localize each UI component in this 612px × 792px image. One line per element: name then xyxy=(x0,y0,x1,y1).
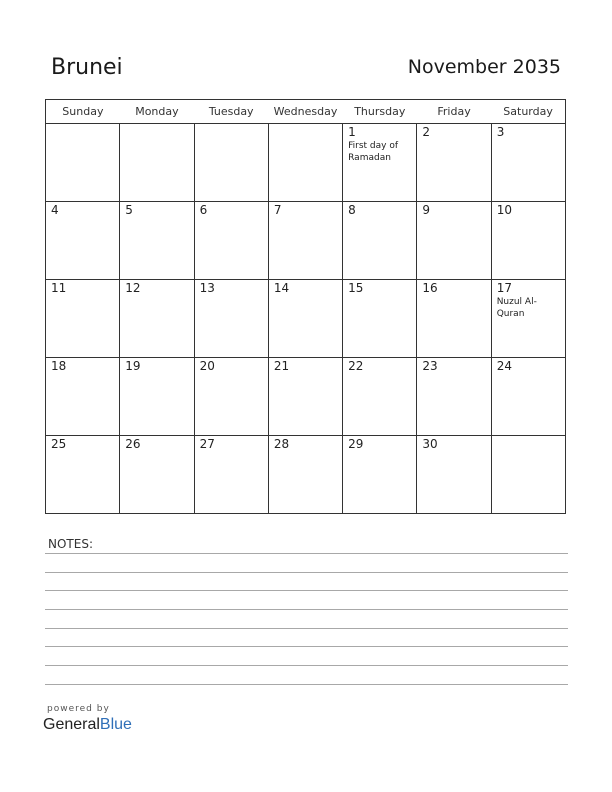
holiday-label xyxy=(343,451,416,452)
day-number: 9 xyxy=(422,203,431,217)
day-number: 5 xyxy=(125,203,133,217)
day-cell xyxy=(120,124,194,202)
holiday-label xyxy=(46,295,119,296)
holiday-label xyxy=(46,373,119,374)
holiday-label xyxy=(417,373,490,374)
day-cell xyxy=(194,358,268,436)
holiday-label xyxy=(195,295,268,296)
weekday-friday: Friday xyxy=(417,100,491,124)
day-cell xyxy=(417,436,491,514)
holiday-label xyxy=(46,217,119,218)
day-cell xyxy=(46,202,120,280)
day-cell xyxy=(268,202,342,280)
day-number: 4 xyxy=(51,203,59,217)
day-cell xyxy=(491,436,565,514)
weekday-header-row xyxy=(46,100,566,124)
day-cell xyxy=(268,124,342,202)
holiday-label xyxy=(120,217,193,218)
day-number: 10 xyxy=(496,203,512,217)
holiday-label xyxy=(120,295,193,296)
note-line xyxy=(45,590,568,591)
logo-text-general: General xyxy=(43,716,100,733)
day-cell xyxy=(46,280,120,358)
day-cell xyxy=(120,358,194,436)
holiday-label xyxy=(417,295,490,296)
holiday-label xyxy=(343,217,416,218)
note-line xyxy=(45,628,568,629)
holiday-label xyxy=(269,373,342,374)
holiday-label xyxy=(195,373,268,374)
holiday-label xyxy=(417,217,490,218)
note-line xyxy=(45,646,568,647)
note-line xyxy=(45,572,568,573)
day-number: 6 xyxy=(199,203,208,217)
day-cell xyxy=(491,358,565,436)
day-cell xyxy=(343,124,417,202)
week-row-4 xyxy=(46,358,566,436)
holiday-label xyxy=(269,126,342,127)
holiday-label xyxy=(343,373,416,374)
note-line xyxy=(45,553,568,554)
day-number: 30 xyxy=(422,437,438,451)
day-number: 25 xyxy=(51,437,67,451)
holiday-label xyxy=(269,217,342,218)
holiday-label xyxy=(120,451,193,452)
day-cell xyxy=(268,280,342,358)
holiday-label: Nuzul Al-Quran xyxy=(496,297,537,319)
holiday-label xyxy=(492,438,565,439)
day-number: 23 xyxy=(422,359,438,373)
day-cell xyxy=(268,358,342,436)
holiday-label xyxy=(417,139,490,140)
holiday-label xyxy=(492,217,565,218)
day-number: 1 xyxy=(348,125,356,139)
holiday-label: First day of Ramadan xyxy=(348,141,399,163)
day-cell xyxy=(417,358,491,436)
note-line xyxy=(45,609,568,610)
day-number: 28 xyxy=(273,437,290,451)
weekday-thursday: Thursday xyxy=(343,100,417,124)
weekday-monday: Monday xyxy=(120,100,194,124)
day-cell xyxy=(194,202,268,280)
day-number: 8 xyxy=(348,203,356,217)
week-row-2 xyxy=(46,202,566,280)
day-number: 3 xyxy=(496,125,505,139)
holiday-label xyxy=(343,295,416,296)
day-cell xyxy=(343,358,417,436)
weekday-tuesday: Tuesday xyxy=(194,100,268,124)
day-cell xyxy=(417,280,491,358)
weekday-sunday: Sunday xyxy=(46,100,120,124)
day-number: 27 xyxy=(199,437,215,451)
day-cell xyxy=(120,280,194,358)
day-number: 13 xyxy=(199,281,215,295)
day-cell xyxy=(120,202,194,280)
day-cell xyxy=(417,124,491,202)
day-number: 22 xyxy=(348,359,364,373)
week-row-5 xyxy=(46,436,566,514)
generalblue-logo xyxy=(43,716,132,734)
holiday-label xyxy=(46,451,119,452)
day-cell xyxy=(120,436,194,514)
day-cell xyxy=(343,436,417,514)
day-cell xyxy=(46,358,120,436)
holiday-label xyxy=(417,451,490,452)
day-cell xyxy=(343,280,417,358)
week-row-1 xyxy=(46,124,566,202)
calendar-grid xyxy=(45,99,566,514)
day-number: 20 xyxy=(199,359,215,373)
day-number: 14 xyxy=(273,281,290,295)
day-number: 17 xyxy=(496,281,512,295)
day-cell xyxy=(46,436,120,514)
logo-text-blue: Blue xyxy=(99,716,132,733)
day-number: 26 xyxy=(125,437,141,451)
holiday-label xyxy=(195,126,268,127)
week-row-3 xyxy=(46,280,566,358)
day-number: 12 xyxy=(125,281,141,295)
holiday-label xyxy=(269,295,342,296)
day-number: 7 xyxy=(273,203,282,217)
day-cell xyxy=(194,436,268,514)
day-number: 2 xyxy=(422,125,431,139)
day-number: 21 xyxy=(273,359,290,373)
day-cell xyxy=(194,124,268,202)
month-year-title: November 2035 xyxy=(407,56,561,78)
country-title: Brunei xyxy=(51,55,123,80)
holiday-label xyxy=(46,126,119,127)
day-cell xyxy=(491,124,565,202)
day-number: 15 xyxy=(348,281,364,295)
note-line xyxy=(45,665,568,666)
note-line xyxy=(45,684,568,685)
holiday-label xyxy=(120,373,193,374)
day-number: 11 xyxy=(51,281,67,295)
day-cell xyxy=(417,202,491,280)
day-number: 29 xyxy=(348,437,364,451)
weekday-saturday: Saturday xyxy=(491,100,565,124)
holiday-label xyxy=(195,451,268,452)
day-number: 19 xyxy=(125,359,141,373)
weekday-wednesday: Wednesday xyxy=(268,100,342,124)
day-cell xyxy=(268,436,342,514)
powered-by-text: powered by xyxy=(47,704,110,714)
holiday-label xyxy=(269,451,342,452)
day-number: 18 xyxy=(51,359,67,373)
day-number: 24 xyxy=(496,359,512,373)
day-cell xyxy=(194,280,268,358)
day-number: 16 xyxy=(422,281,438,295)
holiday-label xyxy=(492,373,565,374)
holiday-label xyxy=(492,139,565,140)
day-cell xyxy=(343,202,417,280)
notes-label: NOTES: xyxy=(48,537,93,551)
day-cell xyxy=(491,280,565,358)
day-cell xyxy=(46,124,120,202)
holiday-label xyxy=(195,217,268,218)
holiday-label xyxy=(120,126,193,127)
day-cell xyxy=(491,202,565,280)
